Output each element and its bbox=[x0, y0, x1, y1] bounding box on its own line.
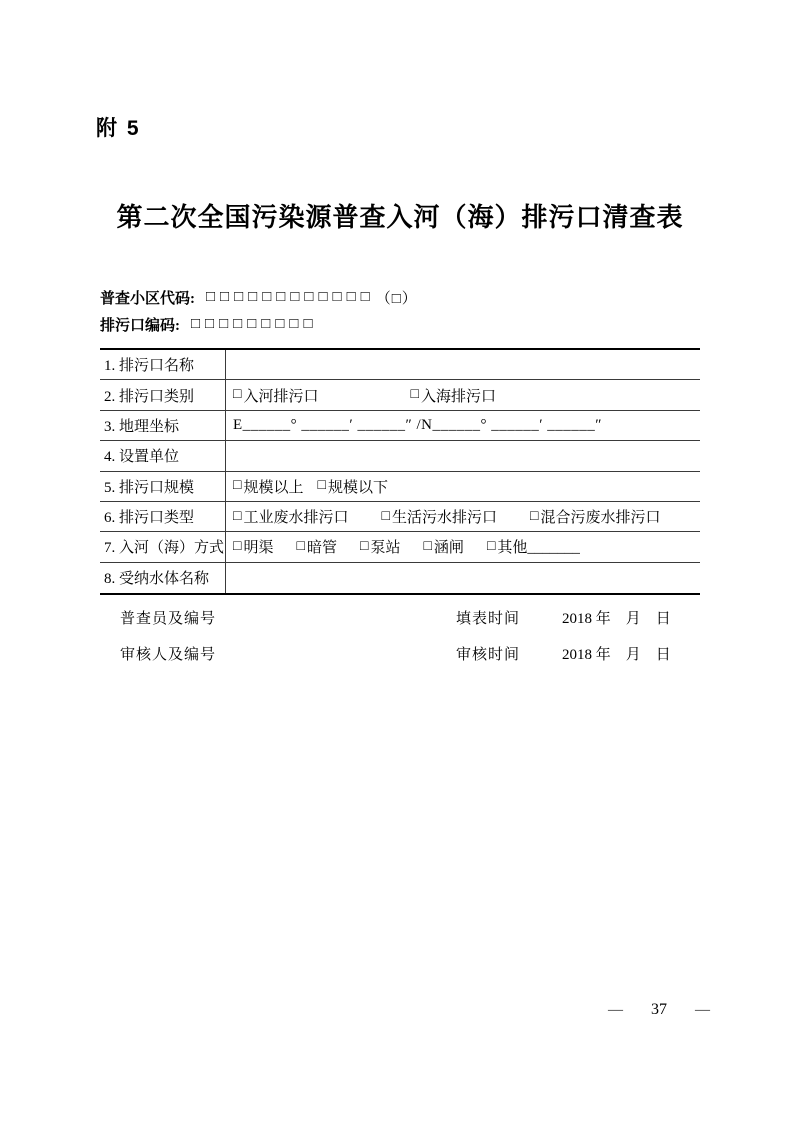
option-below-scale bbox=[317, 476, 387, 497]
review-time-date: 2018 年 月 日 bbox=[562, 647, 671, 663]
option-open-channel bbox=[233, 536, 273, 557]
table-row-entry-mode bbox=[100, 532, 700, 562]
option-mixed-wastewater bbox=[530, 506, 660, 527]
row-value bbox=[226, 411, 700, 440]
option-label: 其他_______ bbox=[497, 540, 580, 557]
checkbox-icon: □ bbox=[529, 508, 539, 524]
row-label: 1. 排污口名称 bbox=[100, 350, 226, 379]
checkbox-icon: □ bbox=[381, 508, 390, 524]
page-number-left-dash: — bbox=[608, 1001, 623, 1018]
option-pump-station bbox=[360, 536, 400, 557]
option-label: 涵闸 bbox=[433, 540, 464, 557]
outlet-code-boxes: □□□□□□□□□ bbox=[191, 316, 318, 332]
row-label: 3. 地理坐标 bbox=[100, 411, 226, 440]
option-label: 入河排污口 bbox=[243, 388, 319, 405]
row-label: 6. 排污口类型 bbox=[100, 502, 226, 531]
option-label: 暗管 bbox=[306, 540, 337, 557]
attachment-label: 附 5 bbox=[96, 117, 141, 140]
footer-line-surveyor bbox=[100, 607, 700, 627]
row-options bbox=[226, 532, 700, 561]
row-value-blank bbox=[226, 563, 700, 593]
option-label: 规模以下 bbox=[327, 479, 388, 496]
checkbox-icon: □ bbox=[233, 508, 242, 524]
option-label: 生活污水排污口 bbox=[391, 510, 497, 527]
checkbox-icon: □ bbox=[410, 387, 419, 403]
checkbox-icon: □ bbox=[317, 478, 326, 494]
table-row-setup-unit bbox=[100, 441, 700, 471]
option-culvert-pipe bbox=[296, 536, 336, 557]
checkbox-icon: □ bbox=[233, 387, 242, 403]
row-value-blank bbox=[226, 441, 700, 470]
footer-line-reviewer bbox=[100, 643, 700, 663]
option-sluice-gate bbox=[423, 536, 463, 557]
option-other bbox=[487, 536, 580, 557]
option-label: 泵站 bbox=[370, 540, 401, 557]
table-row-geo-coordinates bbox=[100, 411, 700, 441]
outfall-form-table bbox=[100, 348, 700, 595]
option-label: 明渠 bbox=[243, 540, 274, 557]
table-row-outlet-category bbox=[100, 380, 700, 410]
row-value-blank bbox=[226, 350, 700, 379]
checkbox-icon: □ bbox=[233, 478, 242, 494]
checkbox-icon: □ bbox=[359, 538, 369, 554]
surveyor-label: 普查员及编号 bbox=[120, 611, 217, 627]
checkbox-icon: □ bbox=[233, 538, 242, 554]
row-label: 5. 排污口规模 bbox=[100, 472, 226, 501]
option-industrial-wastewater bbox=[233, 506, 348, 527]
census-area-code-label: 普查小区代码: bbox=[100, 291, 195, 307]
row-label: 8. 受纳水体名称 bbox=[100, 563, 226, 593]
census-area-code-suffix-box: （□） bbox=[375, 291, 418, 307]
coordinate-template: E______° ______′ ______″ /N______° ______′ ______″ bbox=[233, 416, 602, 433]
row-options bbox=[226, 502, 700, 531]
page-title: 第二次全国污染源普查入河（海）排污口清查表 bbox=[116, 202, 684, 232]
page-number bbox=[608, 1001, 710, 1019]
option-domestic-sewage bbox=[381, 506, 496, 527]
code-section bbox=[100, 284, 418, 338]
option-river-outlet bbox=[233, 385, 318, 406]
checkbox-icon: □ bbox=[423, 538, 432, 554]
row-label: 2. 排污口类别 bbox=[100, 380, 226, 409]
option-label: 工业废水排污口 bbox=[243, 510, 349, 527]
row-options bbox=[226, 380, 700, 409]
option-above-scale bbox=[233, 476, 303, 497]
checkbox-icon: □ bbox=[296, 538, 305, 554]
checkbox-icon: □ bbox=[486, 538, 496, 554]
row-label: 7. 入河（海）方式 bbox=[100, 532, 226, 561]
page-number-value: 37 bbox=[651, 1001, 667, 1018]
table-row-outlet-type bbox=[100, 502, 700, 532]
row-options bbox=[226, 472, 700, 501]
review-time-label: 审核时间 bbox=[456, 647, 521, 663]
option-sea-outlet bbox=[410, 385, 495, 406]
outlet-code-line bbox=[100, 311, 418, 338]
page-number-right-dash: — bbox=[695, 1001, 710, 1018]
outlet-code-label: 排污口编码: bbox=[100, 318, 180, 334]
census-area-code-line bbox=[100, 284, 418, 311]
option-label: 规模以上 bbox=[243, 479, 304, 496]
table-row-outlet-scale bbox=[100, 472, 700, 502]
fill-time-label: 填表时间 bbox=[456, 611, 521, 627]
option-label: 入海排污口 bbox=[420, 388, 496, 405]
option-label: 混合污废水排污口 bbox=[540, 510, 661, 527]
table-row-receiving-water-name bbox=[100, 563, 700, 593]
table-row-outlet-name bbox=[100, 350, 700, 380]
reviewer-label: 审核人及编号 bbox=[120, 647, 217, 663]
fill-time-date: 2018 年 月 日 bbox=[562, 611, 671, 627]
row-label: 4. 设置单位 bbox=[100, 441, 226, 470]
census-area-code-boxes: □□□□□□□□□□□□ bbox=[206, 289, 375, 305]
